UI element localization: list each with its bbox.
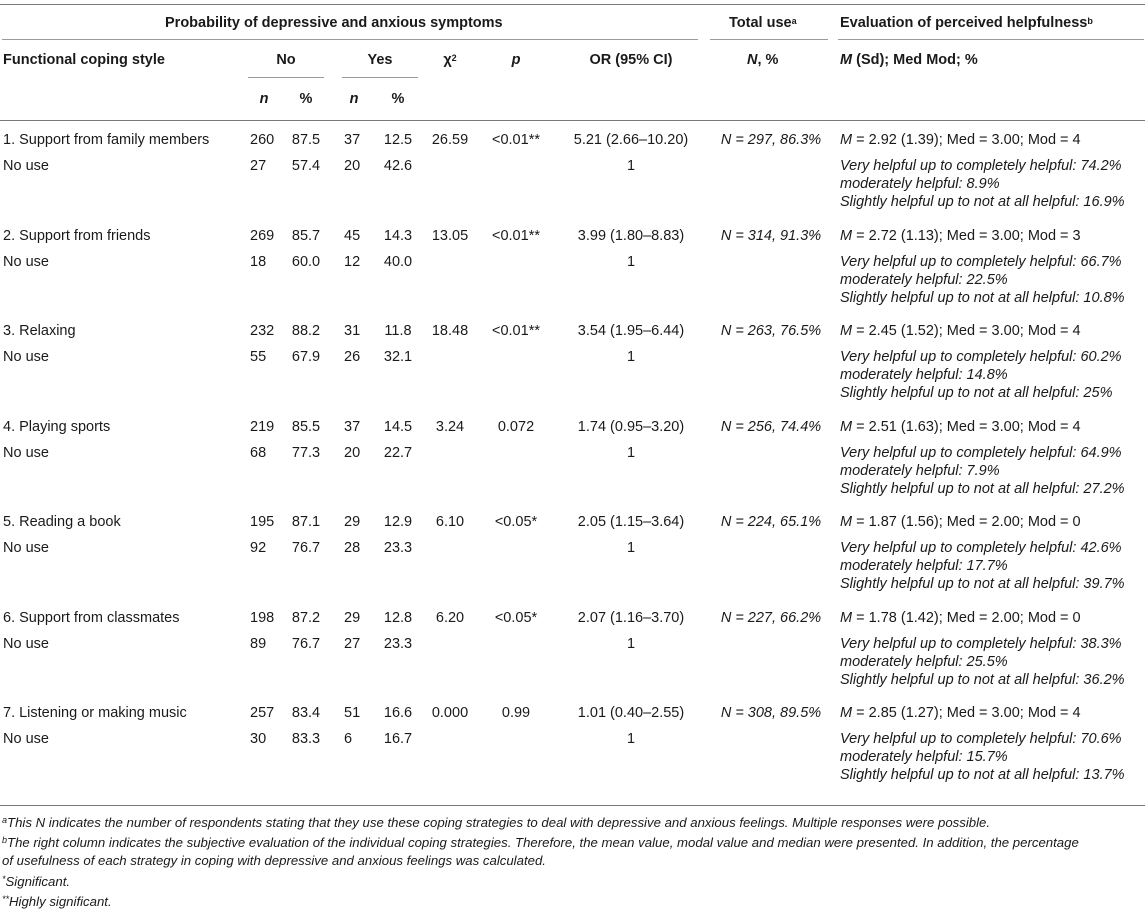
footnote-b-cont: of usefulness of each strategy in coping with depressive and anxious feelings was calculated. [2, 853, 546, 868]
footnote-highly-significant: **Highly significant. [2, 894, 112, 909]
chi-square-value: 6.20 [435, 609, 465, 626]
no-use-label: No use [3, 540, 49, 556]
coping-strategy-label: 6. Support from classmates [3, 609, 180, 626]
no-use-no-pct-value: 57.4 [291, 158, 321, 174]
no-use-no-pct-value: 76.7 [291, 540, 321, 556]
no-use-no-pct-value: 60.0 [291, 253, 321, 270]
no-pct-value: 88.2 [291, 323, 321, 339]
p-value: <0.05* [494, 609, 538, 626]
slightly-helpful-share: Slightly helpful up to not at all helpful: 16.9% [840, 194, 1125, 210]
footnote-significant: *Significant. [2, 874, 71, 889]
total-use-value: N = 314, 91.3% [720, 227, 822, 244]
no-use-yes-n-value: 20 [344, 158, 361, 174]
no-use-label: No use [3, 635, 49, 652]
helpfulness-stats: M = 1.78 (1.42); Med = 2.00; Mod = 0 [840, 609, 1081, 626]
no-use-no-pct-value: 76.7 [291, 635, 321, 652]
no-use-or-reference: 1 [626, 731, 636, 747]
no-use-no-n-value: 18 [250, 253, 267, 270]
very-helpful-share: Very helpful up to completely helpful: 74.2% [840, 158, 1122, 174]
n-pct-header: N, % [747, 52, 779, 68]
no-use-label: No use [3, 731, 49, 747]
slightly-helpful-share: Slightly helpful up to not at all helpful: 10.8% [840, 289, 1125, 306]
odds-ratio-value: 5.21 (2.66–10.20) [573, 132, 689, 148]
p-value: <0.05* [494, 514, 538, 530]
bottom-rule [0, 805, 1145, 806]
no-use-yes-n-value: 6 [344, 731, 353, 747]
very-helpful-share: Very helpful up to completely helpful: 64.9% [840, 444, 1122, 461]
yes-pct-value: 14.5 [383, 418, 413, 435]
p-header: p [511, 52, 521, 68]
no-header: No [276, 52, 296, 68]
no-use-no-pct-value: 83.3 [291, 731, 321, 747]
chi-square-value: 3.24 [435, 418, 465, 435]
no-pct-value: 87.1 [291, 514, 321, 530]
no-n-value: 219 [250, 418, 275, 435]
yes-pct-value: 14.3 [383, 227, 413, 244]
coping-strategy-label: 4. Playing sports [3, 418, 111, 435]
helpfulness-stats: M = 2.85 (1.27); Med = 3.00; Mod = 4 [840, 705, 1081, 721]
odds-ratio-value: 3.99 (1.80–8.83) [577, 227, 685, 244]
no-use-or-reference: 1 [626, 540, 636, 556]
no-use-yes-pct-value: 23.3 [383, 540, 413, 556]
yes-pct-value: 11.8 [384, 323, 412, 339]
slightly-helpful-share: Slightly helpful up to not at all helpful: 13.7% [840, 767, 1125, 783]
footnote-b: $^b$The right column indicates the subjective evaluation of the individual coping strategies. Therefore, the mean value, modal value and median were presented. In addition, the percentage [2, 835, 1079, 850]
no-use-no-n-value: 27 [250, 158, 267, 174]
moderately-helpful-share: moderately helpful: 15.7% [840, 749, 1008, 765]
yes-n-value: 37 [344, 132, 361, 148]
no-use-yes-n-value: 28 [344, 540, 361, 556]
yes-n-value: 29 [344, 609, 361, 626]
no-use-yes-pct-value: 42.6 [383, 158, 413, 174]
no-use-no-pct-value: 67.9 [291, 349, 321, 365]
no-use-label: No use [3, 158, 49, 174]
chi-square-value: 6.10 [435, 514, 465, 530]
very-helpful-share: Very helpful up to completely helpful: 60.2% [840, 349, 1122, 365]
no-use-or-reference: 1 [626, 158, 636, 174]
coping-strategy-label: 5. Reading a book [3, 514, 121, 530]
slightly-helpful-share: Slightly helpful up to not at all helpful: 25% [840, 385, 1113, 401]
no-use-yes-pct-value: 23.3 [383, 635, 413, 652]
total-use-header: Total use$^a$ [729, 15, 797, 31]
yes-pct-value: 12.8 [383, 609, 413, 626]
helpfulness-stats: M = 2.92 (1.39); Med = 3.00; Mod = 4 [840, 132, 1081, 148]
p-value: <0.01** [492, 227, 540, 244]
chi-square-value: 13.05 [431, 227, 469, 244]
no-use-or-reference: 1 [626, 635, 636, 652]
no-pct-value: 87.2 [291, 609, 321, 626]
no-use-no-pct-value: 77.3 [291, 444, 321, 461]
helpfulness-stats: M = 2.51 (1.63); Med = 3.00; Mod = 4 [840, 418, 1081, 435]
no-use-yes-n-value: 27 [344, 635, 361, 652]
helpfulness-stats: M = 2.45 (1.52); Med = 3.00; Mod = 4 [840, 323, 1081, 339]
coping-strategy-label: 1. Support from family members [3, 132, 210, 148]
moderately-helpful-share: moderately helpful: 14.8% [840, 367, 1008, 383]
moderately-helpful-share: moderately helpful: 7.9% [840, 462, 1000, 479]
no-pct-value: 85.7 [291, 227, 321, 244]
slightly-helpful-share: Slightly helpful up to not at all helpful: 27.2% [840, 480, 1125, 497]
helpfulness-stats: M = 2.72 (1.13); Med = 3.00; Mod = 3 [840, 227, 1081, 244]
no-pct-header: % [299, 91, 313, 107]
group-title-underline [2, 39, 698, 40]
helpfulness-stats: M = 1.87 (1.56); Med = 2.00; Mod = 0 [840, 514, 1081, 530]
no-use-no-n-value: 55 [250, 349, 267, 365]
no-pct-value: 85.5 [291, 418, 321, 435]
msd-header: M (Sd); Med Mod; % [840, 52, 978, 68]
yes-underline [342, 77, 418, 78]
no-n-value: 198 [250, 609, 275, 626]
yes-n-value: 51 [344, 705, 361, 721]
evaluation-underline [838, 39, 1144, 40]
no-n-value: 257 [250, 705, 275, 721]
p-value: 0.072 [497, 418, 535, 435]
yes-pct-value: 12.5 [383, 132, 413, 148]
total-use-value: N = 308, 89.5% [720, 705, 822, 721]
very-helpful-share: Very helpful up to completely helpful: 66.7% [840, 253, 1122, 270]
footnote-a: $^a$This N indicates the number of respondents stating that they use these coping strategies to deal with depressive and anxious feelings. Multiple responses were possible. [2, 815, 991, 830]
coping-strategy-label: 7. Listening or making music [3, 705, 187, 721]
yes-n-value: 37 [344, 418, 361, 435]
no-use-yes-n-value: 26 [344, 349, 361, 365]
no-n-value: 269 [250, 227, 275, 244]
total-use-value: N = 297, 86.3% [720, 132, 822, 148]
no-use-or-reference: 1 [626, 444, 636, 461]
slightly-helpful-share: Slightly helpful up to not at all helpful: 36.2% [840, 671, 1125, 688]
evaluation-header: Evaluation of perceived helpfulness$^b$ [840, 15, 1093, 31]
very-helpful-share: Very helpful up to completely helpful: 70.6% [840, 731, 1122, 747]
no-use-no-n-value: 89 [250, 635, 267, 652]
no-use-yes-pct-value: 32.1 [383, 349, 413, 365]
chi-square-value: 0.000 [431, 705, 469, 721]
coping-style-header: Functional coping style [3, 52, 165, 68]
odds-ratio-value: 1.01 (0.40–2.55) [577, 705, 685, 721]
very-helpful-share: Very helpful up to completely helpful: 38.3% [840, 635, 1122, 652]
no-n-value: 195 [250, 514, 275, 530]
chi-square-value: 18.48 [431, 323, 469, 339]
no-underline [248, 77, 324, 78]
group-title: Probability of depressive and anxious symptoms [165, 15, 503, 31]
moderately-helpful-share: moderately helpful: 22.5% [840, 271, 1008, 288]
no-use-or-reference: 1 [626, 349, 636, 365]
total-use-value: N = 256, 74.4% [720, 418, 822, 435]
total-use-value: N = 227, 66.2% [720, 609, 822, 626]
no-use-label: No use [3, 349, 49, 365]
no-use-or-reference: 1 [626, 253, 636, 270]
no-use-no-n-value: 92 [250, 540, 267, 556]
odds-ratio-value: 2.07 (1.16–3.70) [577, 609, 685, 626]
header-bottom-rule [0, 120, 1145, 121]
no-use-label: No use [3, 253, 49, 270]
yes-n-value: 29 [344, 514, 361, 530]
odds-ratio-value: 2.05 (1.15–3.64) [577, 514, 685, 530]
no-use-yes-n-value: 20 [344, 444, 361, 461]
no-use-no-n-value: 30 [250, 731, 267, 747]
very-helpful-share: Very helpful up to completely helpful: 42.6% [840, 540, 1122, 556]
yes-n-value: 31 [344, 323, 361, 339]
no-n-value: 232 [250, 323, 275, 339]
total-use-value: N = 263, 76.5% [720, 323, 822, 339]
no-n-header: n [259, 91, 269, 107]
top-rule [0, 4, 1145, 5]
yes-pct-value: 12.9 [383, 514, 413, 530]
moderately-helpful-share: moderately helpful: 25.5% [840, 653, 1008, 670]
odds-ratio-value: 3.54 (1.95–6.44) [577, 323, 685, 339]
odds-ratio-value: 1.74 (0.95–3.20) [577, 418, 685, 435]
or-header: OR (95% CI) [589, 52, 673, 68]
no-pct-value: 83.4 [291, 705, 321, 721]
no-use-yes-pct-value: 40.0 [383, 253, 413, 270]
p-value: <0.01** [492, 323, 540, 339]
chi-square-value: 26.59 [431, 132, 469, 148]
slightly-helpful-share: Slightly helpful up to not at all helpful: 39.7% [840, 576, 1125, 592]
no-n-value: 260 [250, 132, 275, 148]
yes-pct-header: % [391, 91, 405, 107]
moderately-helpful-share: moderately helpful: 17.7% [840, 558, 1008, 574]
total-use-value: N = 224, 65.1% [720, 514, 822, 530]
no-use-yes-n-value: 12 [344, 253, 361, 270]
p-value: <0.01** [492, 132, 540, 148]
chi-header: $\chi^2$ [443, 52, 457, 68]
yes-n-header: n [349, 91, 359, 107]
yes-header: Yes [367, 52, 393, 68]
coping-strategy-label: 3. Relaxing [3, 323, 76, 339]
no-pct-value: 87.5 [291, 132, 321, 148]
no-use-yes-pct-value: 16.7 [383, 731, 413, 747]
no-use-yes-pct-value: 22.7 [383, 444, 413, 461]
coping-strategy-label: 2. Support from friends [3, 227, 151, 244]
moderately-helpful-share: moderately helpful: 8.9% [840, 176, 1000, 192]
total-use-underline [710, 39, 828, 40]
p-value: 0.99 [501, 705, 531, 721]
yes-pct-value: 16.6 [383, 705, 413, 721]
yes-n-value: 45 [344, 227, 361, 244]
no-use-label: No use [3, 444, 49, 461]
no-use-no-n-value: 68 [250, 444, 267, 461]
